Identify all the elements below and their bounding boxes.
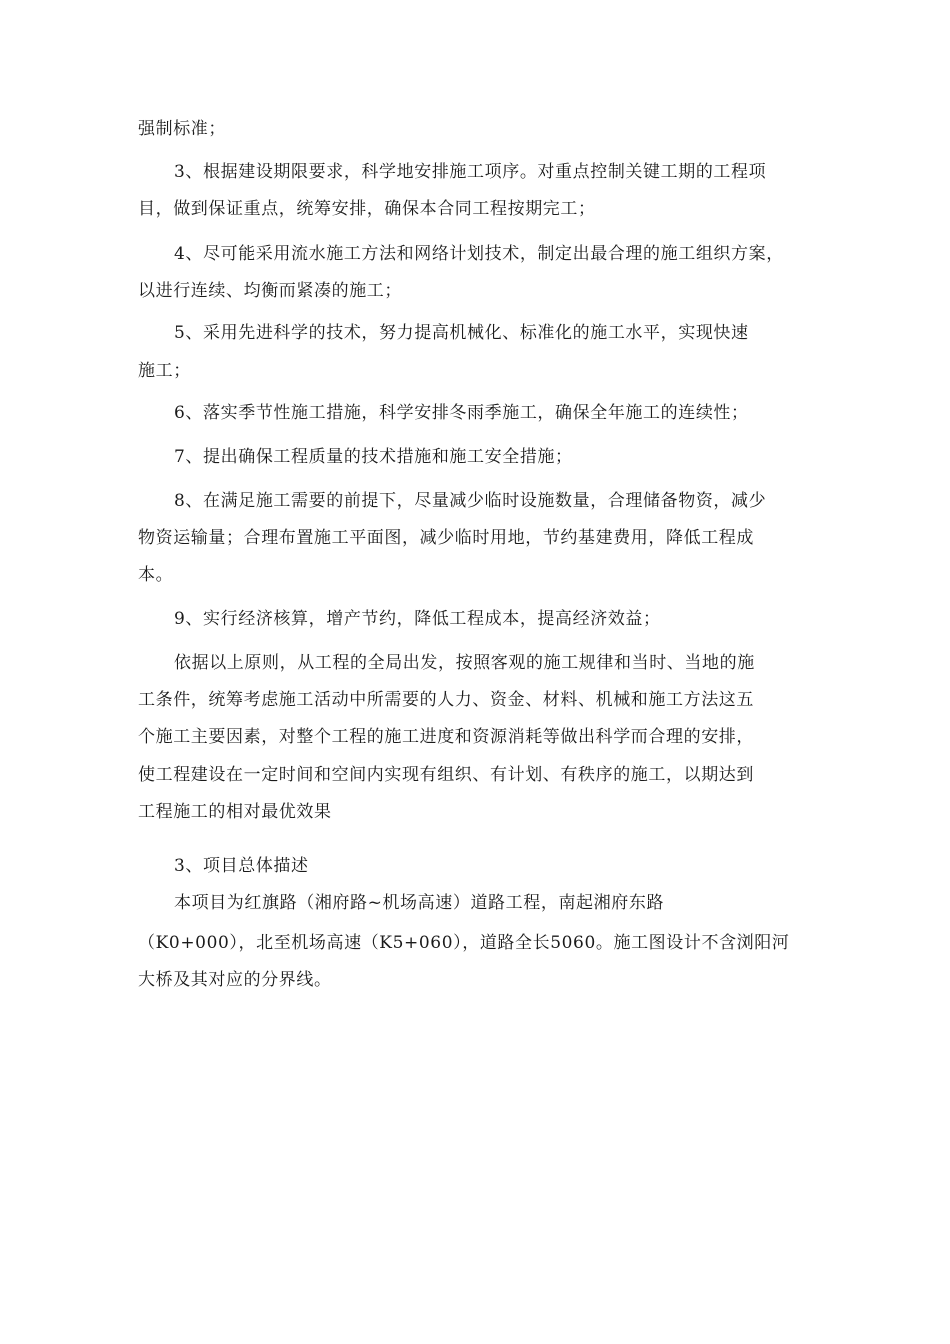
text-line: 目，做到保证重点，统筹安排，确保本合同工程按期完工；	[138, 199, 596, 219]
text-line: 7、提出确保工程质量的技术措施和施工安全措施；	[174, 447, 573, 467]
text-line: 施工；	[138, 361, 191, 381]
text-line: 物资运输量；合理布置施工平面图，减少临时用地，节约基建费用，降低工程成	[138, 528, 754, 548]
text-line: 个施工主要因素，对整个工程的施工进度和资源消耗等做出科学而合理的安排，	[138, 727, 754, 747]
text-line: 工程施工的相对最优效果	[138, 802, 332, 822]
text-line: 强制标准；	[138, 119, 226, 139]
text-line: 使工程建设在一定时间和空间内实现有组织、有计划、有秩序的施工，以期达到	[138, 765, 754, 785]
section-heading: 3、项目总体描述	[174, 856, 309, 876]
text-line: （K0+000），北至机场高速（K5+060），道路全长5060。施工图设计不含浏阳河	[138, 933, 790, 953]
text-line: 3、根据建设期限要求，科学地安排施工项序。对重点控制关键工期的工程项	[174, 162, 767, 182]
text-line: 以进行连续、均衡而紧凑的施工；	[138, 281, 402, 301]
text-line: 工条件，统筹考虑施工活动中所需要的人力、资金、材料、机械和施工方法这五	[138, 690, 754, 710]
text-line: 本。	[138, 565, 174, 585]
text-line: 9、实行经济核算，增产节约，降低工程成本，提高经济效益；	[174, 609, 661, 629]
text-line: 依据以上原则，从工程的全局出发，按照客观的施工规律和当时、当地的施	[174, 653, 755, 673]
text-line: 5、采用先进科学的技术，努力提高机械化、标准化的施工水平，实现快速	[174, 323, 749, 343]
text-line: 本项目为红旗路（湘府路~机场高速）道路工程，南起湘府东路	[174, 893, 665, 913]
text-line: 8、在满足施工需要的前提下，尽量减少临时设施数量，合理储备物资，减少	[174, 491, 767, 511]
text-line: 6、落实季节性施工措施，科学安排冬雨季施工，确保全年施工的连续性；	[174, 403, 749, 423]
text-line: 大桥及其对应的分界线。	[138, 970, 332, 990]
text-line: 4、尽可能采用流水施工方法和网络计划技术，制定出最合理的施工组织方案，	[174, 244, 784, 264]
